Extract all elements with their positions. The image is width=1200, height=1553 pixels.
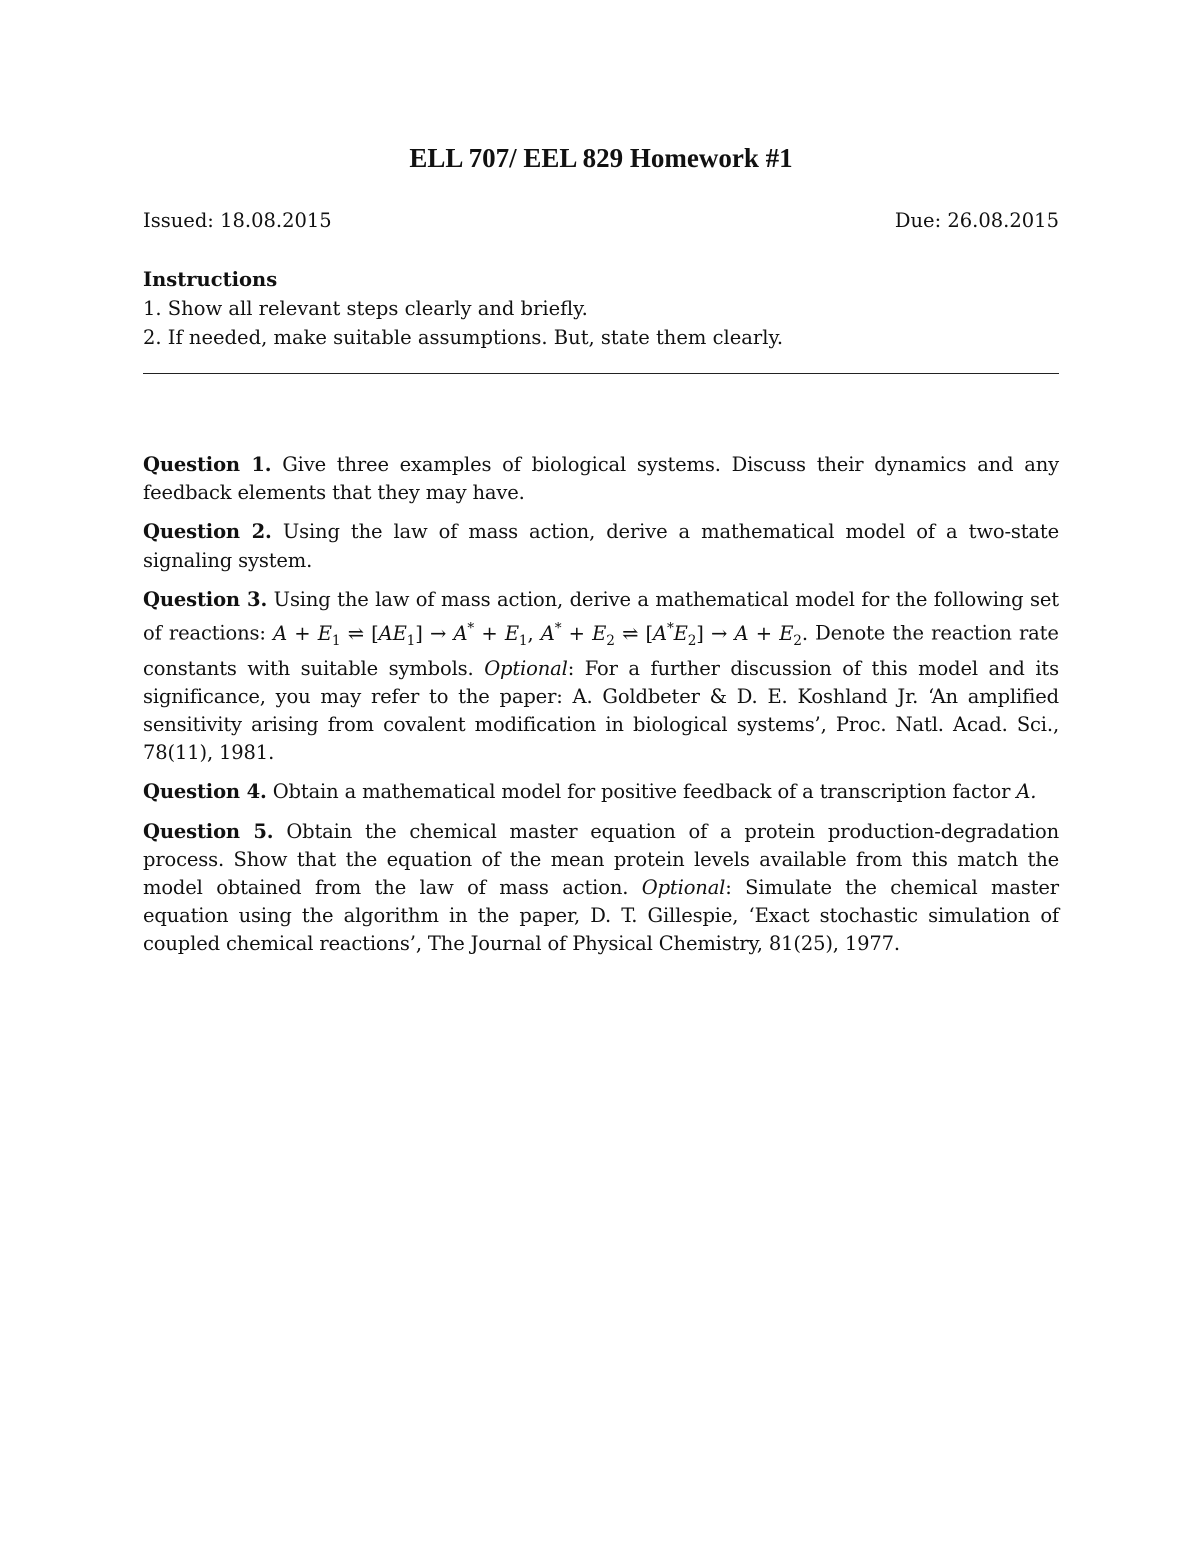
question-text: Give three examples of biological systems. Discuss their dynamics and any feedback elements that they may have. — [143, 453, 1059, 505]
document-title: ELL 707/ EEL 829 Homework #1 — [409, 143, 793, 173]
question-text: Obtain a mathematical model for positive feedback of a transcription factor — [272, 780, 1011, 804]
question-text: : For a further discussion of this model and its significance, you may refer to the paper: A. Goldbeter & D. E. Koshland Jr. ‘An amplified sensitivity arising from covalent modification in biological systems’, Proc. Natl. Acad. Sci., 78(11), 1981. — [143, 656, 1059, 765]
question-label: Question 1. — [143, 453, 272, 476]
questions-list — [143, 451, 1059, 959]
question-5 — [143, 818, 1059, 959]
reaction-equations: $A + E_1$ ⇌ $[AE_1] \to A^* + E_1$, $A^* + E_2$ ⇌ $[A^*E_2] \to A + E_2$. — [273, 620, 808, 649]
date-row — [143, 207, 1059, 235]
instructions-heading: Instructions — [143, 268, 278, 291]
instruction-item: 1. Show all relevant steps clearly and briefly. — [143, 297, 588, 320]
question-label: Question 3. — [143, 587, 268, 611]
question-1 — [143, 451, 1059, 507]
math-symbol: A. — [1016, 780, 1037, 804]
instruction-item: 2. If needed, make suitable assumptions. But, state them clearly. — [143, 326, 784, 349]
issued-date: Issued: 18.08.2015 — [143, 209, 332, 232]
question-3 — [143, 586, 1059, 768]
question-label: Question 4. — [143, 780, 267, 804]
question-text: Using the law of mass action, derive a mathematical model of a two-state signaling system. — [143, 520, 1059, 572]
optional-label: Optional — [641, 876, 726, 900]
question-text: Obtain the chemical master equation of a protein production-degradation process. Show that the equation of the mean protein levels available from this match the model obtained from the law of mass action. — [143, 819, 1059, 900]
question-label: Question 2. — [143, 520, 272, 544]
question-text: : Simulate the chemical master equation using the algorithm in the paper, D. T. Gillespie, ‘Exact stochastic simulation of coupled chemical reactions’, The Journal of Physical Chemistry, 81(25), 1977. — [143, 876, 1059, 956]
optional-label: Optional — [484, 656, 568, 680]
horizontal-divider — [143, 373, 1059, 374]
question-label: Question 5. — [143, 819, 274, 843]
homework-page — [143, 140, 1059, 970]
question-text: Using the law of mass action, derive a mathematical model for the following set of reactions: — [143, 587, 1059, 645]
due-date: Due: 26.08.2015 — [894, 209, 1059, 232]
question-2 — [143, 518, 1059, 574]
question-text: Denote the reaction rate constants with suitable symbols. — [143, 621, 1059, 680]
instructions-block — [143, 265, 1059, 352]
question-4 — [143, 778, 1059, 806]
